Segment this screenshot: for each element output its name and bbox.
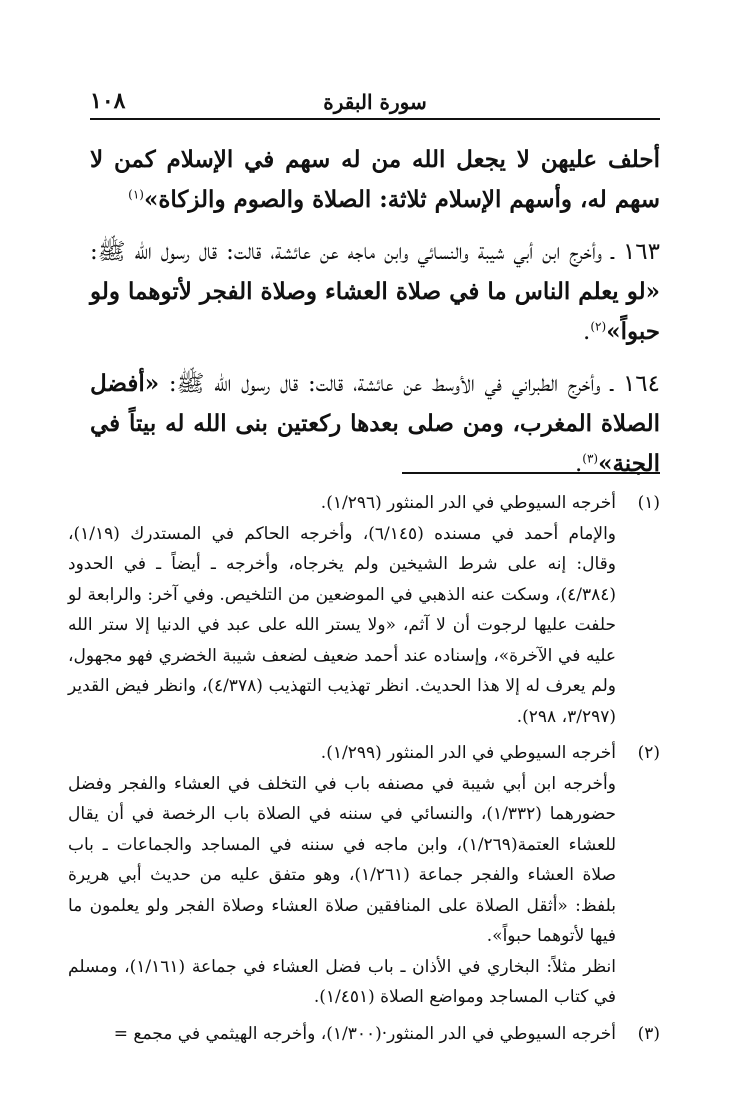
footnote-ref-3: (٣): [582, 451, 599, 466]
paragraph-3-intro: ١٦٤ ـ وأخرج الطبراني في الأوسط عن عائشة، قالت: قال رسول الله ﷺ:: [159, 371, 660, 397]
footnote-number: (١): [637, 493, 660, 513]
paragraph-3-hadith: «أفضل الصلاة المغرب، ومن صلى بعدها ركعتين بنى الله له بيتاً في الجنة»: [90, 370, 660, 477]
footnote-number: (٣): [637, 1023, 660, 1044]
footnote-ref-1: (١): [128, 187, 144, 202]
main-text: [90, 140, 660, 496]
paragraph-2-hadith: «لو يعلم الناس ما في صلاة العشاء وصلاة الفجر لأتوهما ولو حبواً»: [90, 278, 660, 345]
footnote-3: [68, 1019, 660, 1050]
footnote-line: وأخرجه ابن أبي شيبة في مصنفه باب في التخلف في العشاء والفجر وفضل حضورهما (١/٣٣٢)، والنسائي في سننه في الصلاة باب الرخصة في أن يقال للعشاء العتمة(١/٢٦٩)، وابن ماجه في سننه في المساجد والجماعات ـ باب صلاة العشاء والفجر جماعة (١/٢٦١)، وهو متفق عليه من حديث أبي هريرة بلفظ: «أثقل الصلاة على المنافقين صلاة العشاء وصلاة الفجر ولو يعلمون ما فيها لأتوهما حبواً».: [68, 773, 616, 946]
page-number: ١٠٨: [90, 88, 126, 114]
paragraph-3-end: .: [574, 451, 583, 477]
footnote-1: [68, 488, 660, 732]
footnote-separator: [402, 472, 660, 474]
footnote-ref-2: (٢): [590, 319, 607, 334]
footnote-2: [68, 738, 660, 1013]
footnote-number: (٢): [637, 743, 660, 763]
footnote-line: أخرجه السيوطي في الدر المنثور·(١/٣٠٠)، وأخرجه الهيثمي في مجمع =: [113, 1023, 616, 1044]
paragraph-1: [90, 140, 660, 220]
footnotes: [68, 488, 660, 1055]
page-header: [90, 84, 660, 120]
footnote-line: أخرجه السيوطي في الدر المنثور (١/٢٩٩).: [320, 743, 616, 763]
paragraph-2-end: .: [583, 319, 591, 345]
footnote-line: أخرجه السيوطي في الدر المنثور (١/٢٩٦).: [320, 493, 616, 513]
surah-title: سورة البقرة: [323, 90, 427, 114]
paragraph-2-intro: ١٦٣ ـ وأخرج ابن أبي شيبة والنسائي وابن ماجه عن عائشة، قالت: قال رسول الله ﷺ:: [90, 239, 660, 265]
paragraph-1-text: أحلف عليهن لا يجعل الله من له سهم في الإسلام كمن لا سهم له، وأسهم الإسلام ثلاثة: الصلاة والصوم والزكاة»: [90, 146, 660, 213]
paragraph-3: [90, 364, 660, 484]
paragraph-2: [90, 232, 660, 352]
footnote-line: انظر مثلاً: البخاري في الأذان ـ باب فضل العشاء في جماعة (١/١٦١)، ومسلم في كتاب المساجد ومواضع الصلاة (١/٤٥١).: [68, 956, 617, 1007]
footnote-line: والإمام أحمد في مسنده (٦/١٤٥)، وأخرجه الحاكم في المستدرك (١/١٩)، وقال: إنه على شرط الشيخين ولم يخرجاه، وأخرجه ـ أيضاً ـ في الحدود (٤/٣٨٤)، وسكت عنه الذهبي في الموضعين من التلخيص. وفي آخر: والرابعة لو حلفت عليها لرجوت أن لا آثم، «ولا يستر الله على عبد في الدنيا إلا ستر الله عليه في الآخرة»، وإسناده عند أحمد ضعيف لضعف شيبة الخضري فهو مجهول، ولم يعرف له إلا هذا الحديث. انظر تهذيب التهذيب (٤/٣٧٨)، وانظر فيض القدير (٣/٢٩٧، ٢٩٨).: [68, 523, 616, 727]
